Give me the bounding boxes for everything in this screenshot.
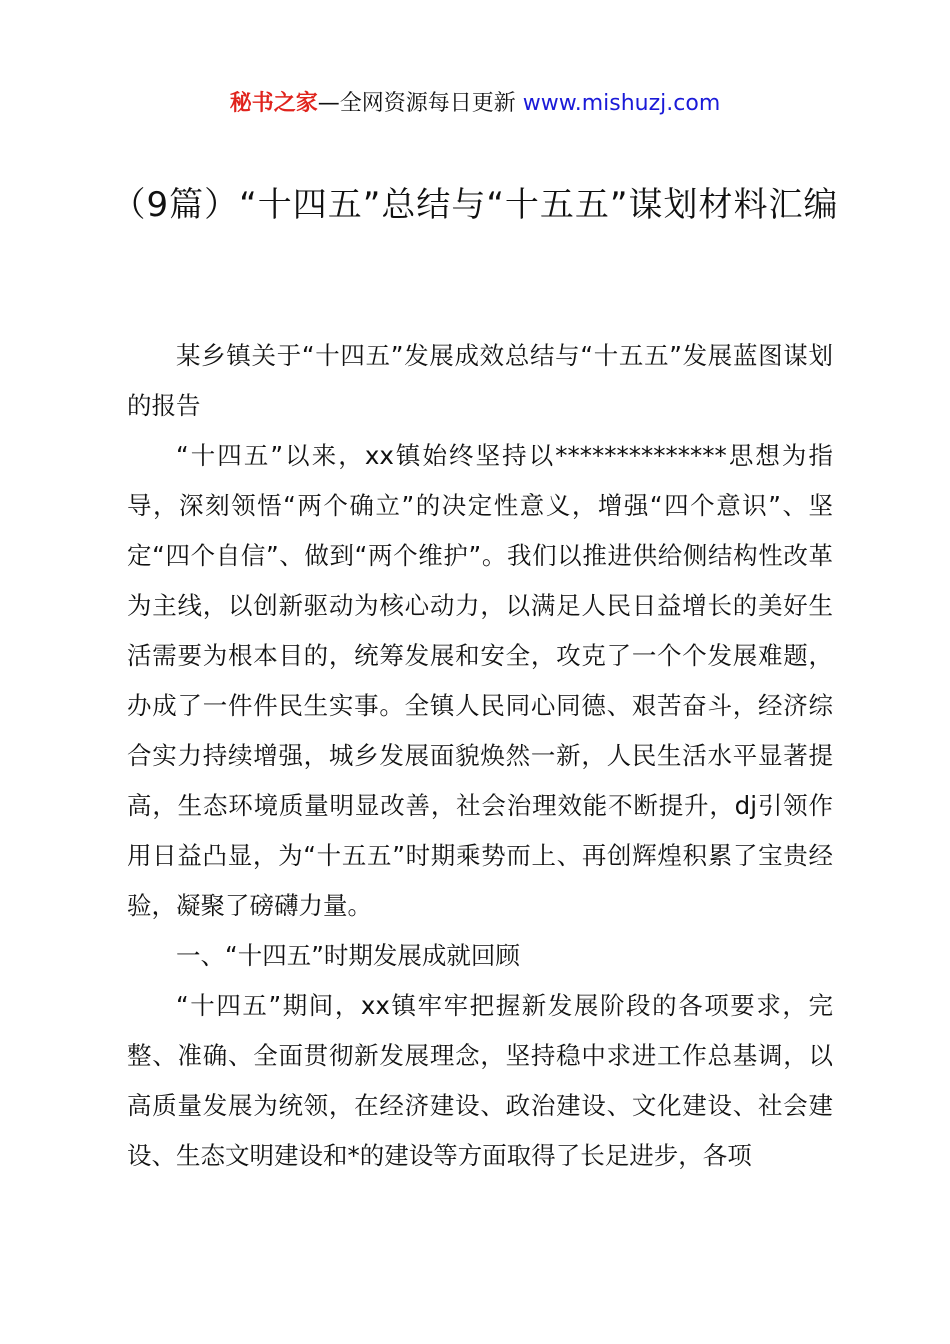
- site-header: [0, 86, 950, 122]
- site-url-link[interactable]: www.mishuzj.com: [522, 91, 721, 116]
- document-body: [127, 331, 833, 1181]
- document-title: （9篇）“十四五”总结与“十五五”谋划材料汇编: [111, 185, 839, 225]
- site-brand: 秘书之家: [229, 91, 318, 116]
- section-heading: 一、“十四五”时期发展成就回顾: [176, 941, 520, 970]
- section-paragraph: “十四五”期间，xx镇牢牢把握新发展阶段的各项要求，完整、准确、全面贯彻新发展理念，坚持稳中求进工作总基调，以高质量发展为统领，在经济建设、政治建设、文化建设、社会建设、生态文明建设和*的建设等方面取得了长足进步，各项: [127, 991, 833, 1170]
- site-tagline: —全网资源每日更新: [317, 91, 516, 116]
- report-title-paragraph: 某乡镇关于“十四五”发展成效总结与“十五五”发展蓝图谋划的报告: [127, 341, 833, 420]
- intro-paragraph: “十四五”以来，xx镇始终坚持以**************思想为指导，深刻领悟“两个确立”的决定性意义，增强“四个意识”、坚定“四个自信”、做到“两个维护”。我们以推进供给侧结构性改革为主线，以创新驱动为核心动力，以满足人民日益增长的美好生活需要为根本目的，统筹发展和安全，攻克了一个个发展难题，办成了一件件民生实事。全镇人民同心同德、艰苦奋斗，经济综合实力持续增强，城乡发展面貌焕然一新，人民生活水平显著提高，生态环境质量明显改善，社会治理效能不断提升，dj引领作用日益凸显，为“十五五”时期乘势而上、再创辉煌积累了宝贵经验，凝聚了磅礴力量。: [127, 441, 833, 920]
